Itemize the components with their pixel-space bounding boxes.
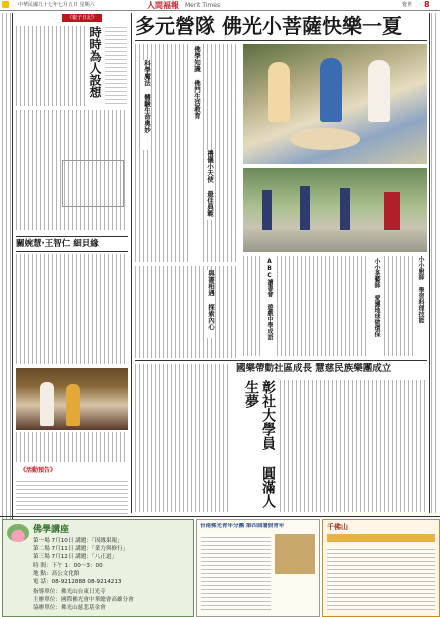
performer-figure <box>384 192 400 230</box>
divider <box>131 13 132 513</box>
ad-line: 時 間：下午 1：00～3：00 <box>33 563 103 569</box>
page-number: 8 <box>424 0 430 9</box>
ad-text <box>327 546 435 610</box>
ad-title: 佛學講座 <box>33 525 70 535</box>
masthead-en: Merit Times <box>185 2 221 9</box>
ad-title: 千佛山 <box>327 523 348 531</box>
lotus-icon <box>7 524 29 542</box>
ad-line: 地 點：高公文化館 <box>33 571 80 577</box>
subhead-abc: ABC讀書會 遊戲中學成語 <box>266 258 273 340</box>
logo-icon <box>2 1 9 8</box>
ad-line: 第三場 7月12日 講題：「八正道」 <box>33 554 118 560</box>
ad-title: 台南佛光青年分團 第四屆暑假青年 <box>200 523 285 529</box>
diary-text <box>16 26 86 106</box>
dish-plate <box>290 128 360 150</box>
diary-boxed-note <box>62 160 124 207</box>
feature-text <box>135 266 239 358</box>
date-line: 中華民國九十七年七月五日 星期六 <box>18 2 95 8</box>
subhead-science: 科學魔法 體驗生命奧妙 <box>142 60 151 150</box>
performer-figure <box>262 190 272 230</box>
monk-figure <box>66 384 80 426</box>
feature-headline: 多元營隊 佛光小菩薩快樂一夏 <box>135 14 402 38</box>
performer-figure <box>300 186 310 230</box>
feature-text <box>243 256 261 356</box>
ad-line: 電 話：08-9212888 08-9214213 <box>33 579 122 585</box>
lecture-ad <box>2 519 194 617</box>
ad-line: 第二場 7月11日 講題：「業力與修行」 <box>33 546 129 552</box>
ad-photo <box>275 534 315 574</box>
header-bar <box>0 0 440 11</box>
feature-text <box>277 256 369 356</box>
diary-title: 時時為人設想 <box>88 26 102 98</box>
right-margin-text <box>431 13 439 513</box>
masthead-title: 人間福報 <box>147 0 179 10</box>
events-heading: 《活動預告》 <box>20 467 57 474</box>
subhead-chef: 小小廚師 學習料理技能 <box>417 256 424 323</box>
diary-text <box>105 26 127 104</box>
ad-banner <box>327 534 435 542</box>
ad-text <box>201 534 271 610</box>
ad-line: 主辦單位：國際佛光會中華總會高雄分會 <box>33 597 134 603</box>
subhead-etiquette: 禮儀小天使 最佳典範 <box>205 150 214 220</box>
events-list <box>16 478 128 514</box>
divider <box>135 360 427 361</box>
divider <box>135 40 427 41</box>
child-figure <box>320 58 342 122</box>
ad-line: 指導單位：佛光山台東日光寺 <box>33 589 106 595</box>
subhead-tea: 小小茶藝師 愛護地球做環保 <box>373 258 380 337</box>
college-vertical-title: 彰社大學員 圓滿人生夢 <box>243 380 276 508</box>
divider <box>0 516 440 517</box>
diary-badge: 《親子日記》 <box>62 14 102 22</box>
subhead-books: 與書相遇 探索內心 <box>206 270 215 338</box>
child-figure <box>368 60 390 122</box>
performer-figure <box>340 188 350 230</box>
byline-heading: 關婉慧·王智仁 細貝緣 <box>16 236 128 252</box>
ad-line: 協辦單位：佛光山慈悲基金會 <box>33 605 106 611</box>
bride-figure <box>40 382 54 426</box>
article-text <box>280 380 426 512</box>
orchestra-headline: 國樂帶動社區成長 慧慈民族樂團成立 <box>236 363 392 374</box>
temple-ad <box>322 519 440 617</box>
youth-camp-ad <box>196 519 320 617</box>
feature-text <box>384 256 414 356</box>
section-name: 覺世 <box>402 2 413 8</box>
caption-text <box>16 432 128 462</box>
child-figure <box>268 62 290 122</box>
ad-line: 第一場 7月10日 講題：「因緣果報」 <box>33 538 123 544</box>
article-text <box>16 254 128 364</box>
article-text <box>135 364 231 512</box>
divider <box>429 13 430 513</box>
subhead-buddhism: 佛學知識 佛門生活教育 <box>193 46 201 119</box>
